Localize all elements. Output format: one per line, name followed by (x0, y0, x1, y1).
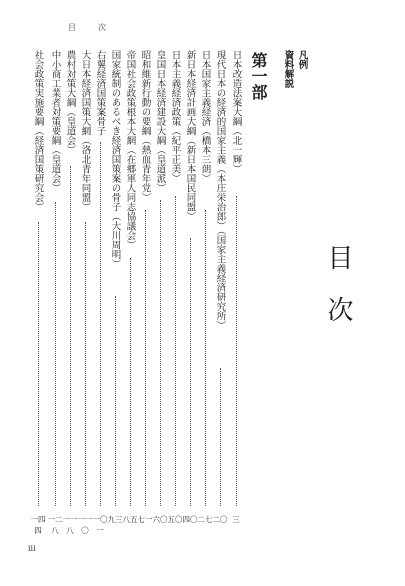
dot-leader (236, 196, 237, 506)
toc-title-first: 目 (323, 244, 353, 270)
entry-page-number: 二七 (197, 515, 213, 524)
dot-leader (55, 202, 56, 506)
entry-title: 現代日本の経済的国家主義（本庄栄治郎）（国家主義経済研究所） (214, 50, 226, 331)
entry-title: 社会政策実施要綱（経済国策研究会） (32, 50, 44, 212)
dot-leader (205, 210, 206, 506)
entry-page-number: 一四四 (30, 515, 46, 535)
toc-title-second: 次 (323, 296, 353, 322)
dot-leader (70, 166, 71, 506)
entry-title: 日本主義経済政策（紀平正美） (169, 50, 181, 183)
dot-leader (160, 200, 161, 506)
dot-leader (100, 142, 101, 506)
entry-title: 皇国日本経済建設大綱（皇道派） (154, 50, 166, 193)
front-matter-commentary: 資料解説 (282, 50, 294, 88)
dot-leader (85, 222, 86, 506)
entry-page-number: 八五 (122, 515, 138, 524)
dot-leader (220, 368, 221, 506)
entry-page-number: 一〇一 (92, 515, 108, 535)
entry-page-number: 四〇 (182, 515, 198, 524)
dot-leader (38, 222, 39, 506)
entry-page-number: 七一 (137, 515, 153, 524)
part-one-heading: 第一部 (249, 52, 268, 100)
page-folio: iii (28, 544, 36, 553)
entry-title: 国家統制のあるべき経済国策案の骨子（大川周明） (109, 50, 121, 269)
entry-page-number: 五〇 (167, 515, 183, 524)
entry-page-number: 二〇 (212, 515, 228, 524)
entry-title: 農村対策大綱（皇道会） (64, 50, 76, 155)
dot-leader (130, 258, 131, 506)
entry-title: 新日本経済計画大綱（新日本国民同盟） (184, 50, 196, 221)
entry-page-number: 一一〇 (77, 515, 93, 535)
entry-title: 右翼経済国策案骨子 (94, 50, 106, 136)
entry-page-number: 一一八 (62, 515, 78, 535)
front-matter-legend: 凡例 (296, 50, 308, 69)
entry-page-number: 三 (232, 515, 240, 524)
dot-leader (115, 296, 116, 506)
running-head-left: 目 (68, 23, 76, 32)
entry-title: 中小商工業者対策要綱（皇道会） (49, 50, 61, 193)
dot-leader (175, 196, 176, 506)
entry-page-number: 六〇 (152, 515, 168, 524)
entry-title: 日本改造法案大綱（北一輝） (230, 50, 242, 174)
entry-title: 昭和維新行動の要綱（熱血青年党） (139, 50, 151, 202)
entry-page-number: 九三 (107, 515, 123, 524)
entry-page-number: 一二八 (47, 515, 63, 535)
entry-title: 帝国社会政策根本大網（在郷軍人同志協議会） (124, 50, 136, 250)
running-head-right: 次 (98, 23, 106, 32)
dot-leader (145, 210, 146, 506)
entry-title: 日本国家主義経済（橋本三朗） (199, 50, 211, 183)
dot-leader (190, 238, 191, 506)
entry-title: 大日本経済国策大網（洛北青年同盟） (79, 50, 91, 212)
